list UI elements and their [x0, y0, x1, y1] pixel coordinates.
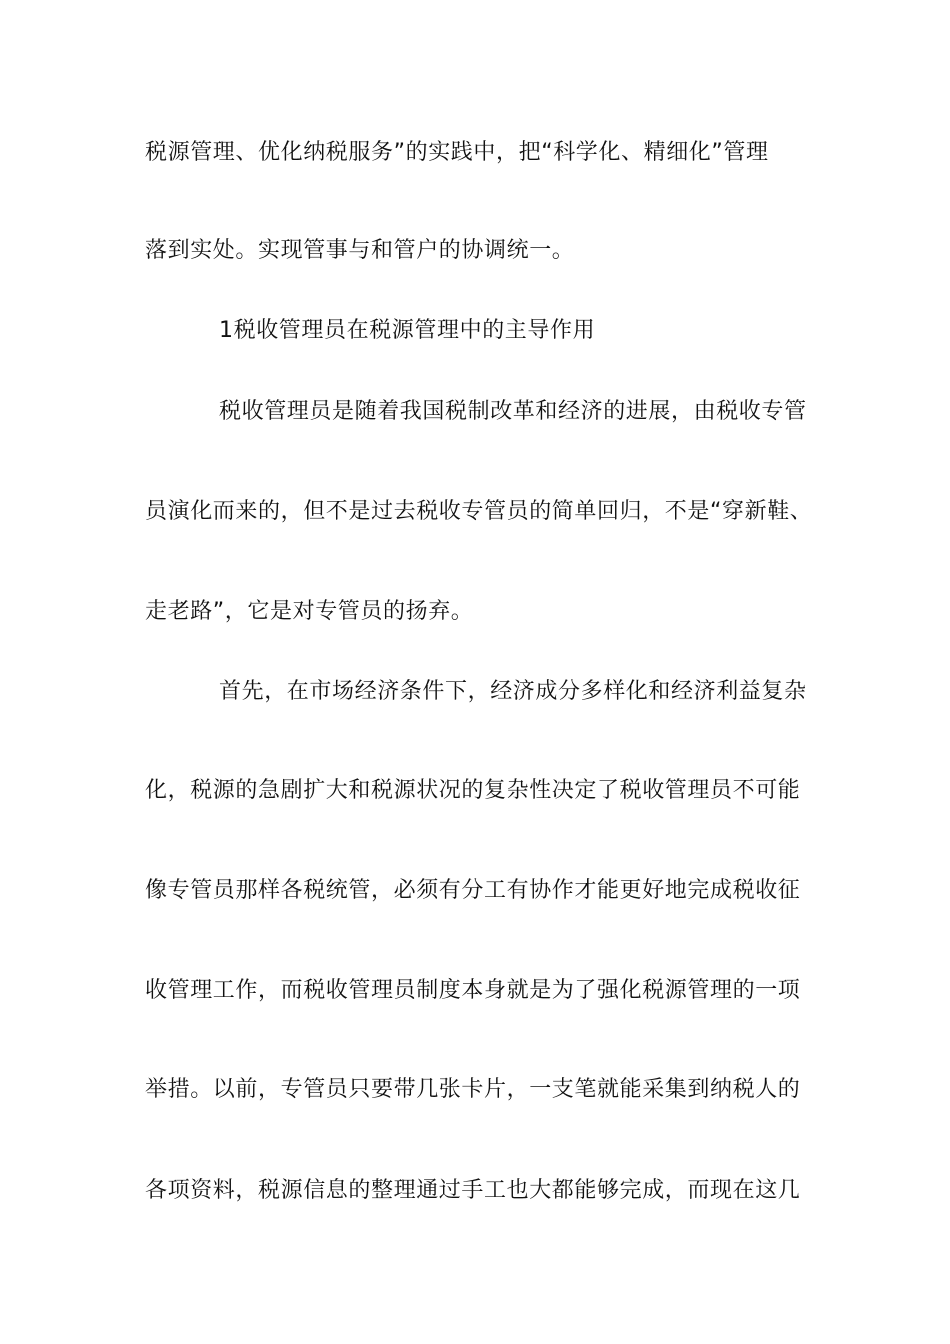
- paragraph-line: 像专管员那样各税统管，必须有分工有协作才能更好地完成税收征: [145, 878, 801, 903]
- paragraph-line: 各项资料，税源信息的整理通过手工也大都能够完成，而现在这几: [145, 1178, 801, 1203]
- paragraph-line: 落到实处。实现管事与和管户的协调统一。: [145, 238, 575, 263]
- paragraph-line: 首先，在市场经济条件下，经济成分多样化和经济利益复杂: [219, 679, 807, 704]
- section-heading: 1税收管理员在税源管理中的主导作用: [219, 318, 596, 343]
- paragraph-line: 走老路”，它是对专管员的扬弃。: [145, 599, 474, 624]
- paragraph-line: 化，税源的急剧扩大和税源状况的复杂性决定了税收管理员不可能: [145, 778, 801, 803]
- paragraph-line: 收管理工作，而税收管理员制度本身就是为了强化税源管理的一项: [145, 978, 801, 1003]
- paragraph-line: 税源管理、优化纳税服务”的实践中，把“科学化、精细化”管理: [145, 140, 769, 165]
- paragraph-line: 员演化而来的，但不是过去税收专管员的简单回归，不是“穿新鞋、: [145, 499, 813, 524]
- paragraph-line: 举措。以前，专管员只要带几张卡片，一支笔就能采集到纳税人的: [145, 1077, 801, 1102]
- paragraph-line: 税收管理员是随着我国税制改革和经济的进展，由税收专管: [219, 399, 807, 424]
